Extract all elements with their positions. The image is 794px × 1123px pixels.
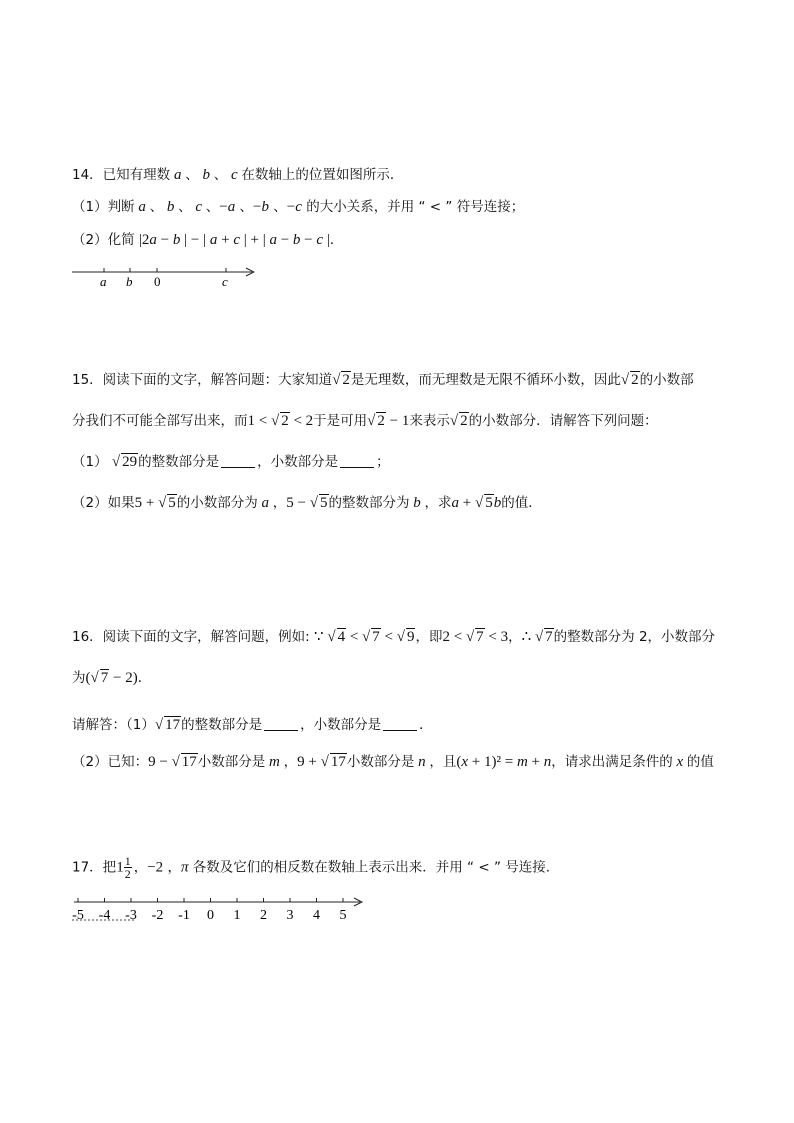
q16-line1: 16．阅读下面的文字，解答问题，例如: ∵ √ 4 < √ 7 < √ 9，即2 < √ 7 < 3，∴ √ 7的整数部分为 2，小数部分 (72, 629, 716, 645)
axis-tick-label: 2 (260, 908, 267, 923)
q16-line3: 请解答：（1）√ 17的整数部分是 ，小数部分是 ． (72, 717, 433, 733)
answer-blank[interactable] (264, 716, 298, 731)
axis-tick-label: -3 (125, 908, 137, 923)
answer-blank[interactable] (383, 716, 417, 731)
q14-number-line (70, 262, 270, 292)
axis-tick-label: -4 (98, 908, 111, 923)
answer-blank[interactable] (221, 453, 255, 468)
q14-stem: 14．已知有理数 a 、 b 、 c 在数轴上的位置如图所示． (72, 167, 404, 183)
answer-blank[interactable] (340, 453, 374, 468)
axis-label-c: c (222, 274, 228, 289)
axis-label-a: a (100, 274, 107, 289)
q15-part2: （2）如果5 + √ 5的小数部分为 a ，5 − √ 5的整数部分为 b ，求a + √ 5b的值． (72, 495, 542, 511)
axis-tick-label: -5 (72, 908, 84, 923)
q17-stem: 17．把1 $\frac{1}{2}$ ，−2 ，π 各数及它们的相反数在数轴上表示出来．并用 “ < ” 号连接. (72, 854, 551, 881)
q14-part1: （1）判断 a 、 b 、 c 、−a 、−b 、−c 的大小关系，并用 “ < ” 符号连接； (72, 199, 525, 215)
axis-tick-label: 1 (233, 908, 241, 923)
axis-label-zero: 0 (154, 274, 161, 289)
q15-line1: 15．阅读下面的文字，解答问题：大家知道√ 2是无理数，而无理数是无限不循环小数，因此√ 2的小数部 (72, 372, 694, 388)
q17-number-line (70, 892, 370, 926)
axis-label-b: b (126, 274, 133, 289)
axis-tick-label: -2 (151, 908, 164, 923)
axis-tick-label: 5 (339, 908, 347, 923)
q15-line2: 分我们不可能全部写出来，而1 < √ 2 < 2于是可用√ 2 − 1来表示√ 2的小数部分．请解答下列问题： (72, 413, 658, 429)
axis-tick-label: -1 (178, 908, 190, 923)
q14-part2: （2）化简 |2a − b | − | a + c | + | a − b − c |． (72, 232, 344, 248)
q15-part1: （1） √ 29的整数部分是 ，小数部分是 ； (72, 454, 390, 470)
q16-part2: （2）已知：9 − √ 17小数部分是 m ，9 + √ 17小数部分是 n ，且(x + 1)² = m + n，请求出满足条件的 x 的值 (72, 754, 714, 770)
axis-tick-label: 4 (313, 908, 320, 923)
q16-line2: 为(√ 7 − 2)． (72, 670, 152, 686)
axis-tick-label: 0 (207, 908, 214, 923)
axis-tick-label: 3 (286, 908, 294, 923)
